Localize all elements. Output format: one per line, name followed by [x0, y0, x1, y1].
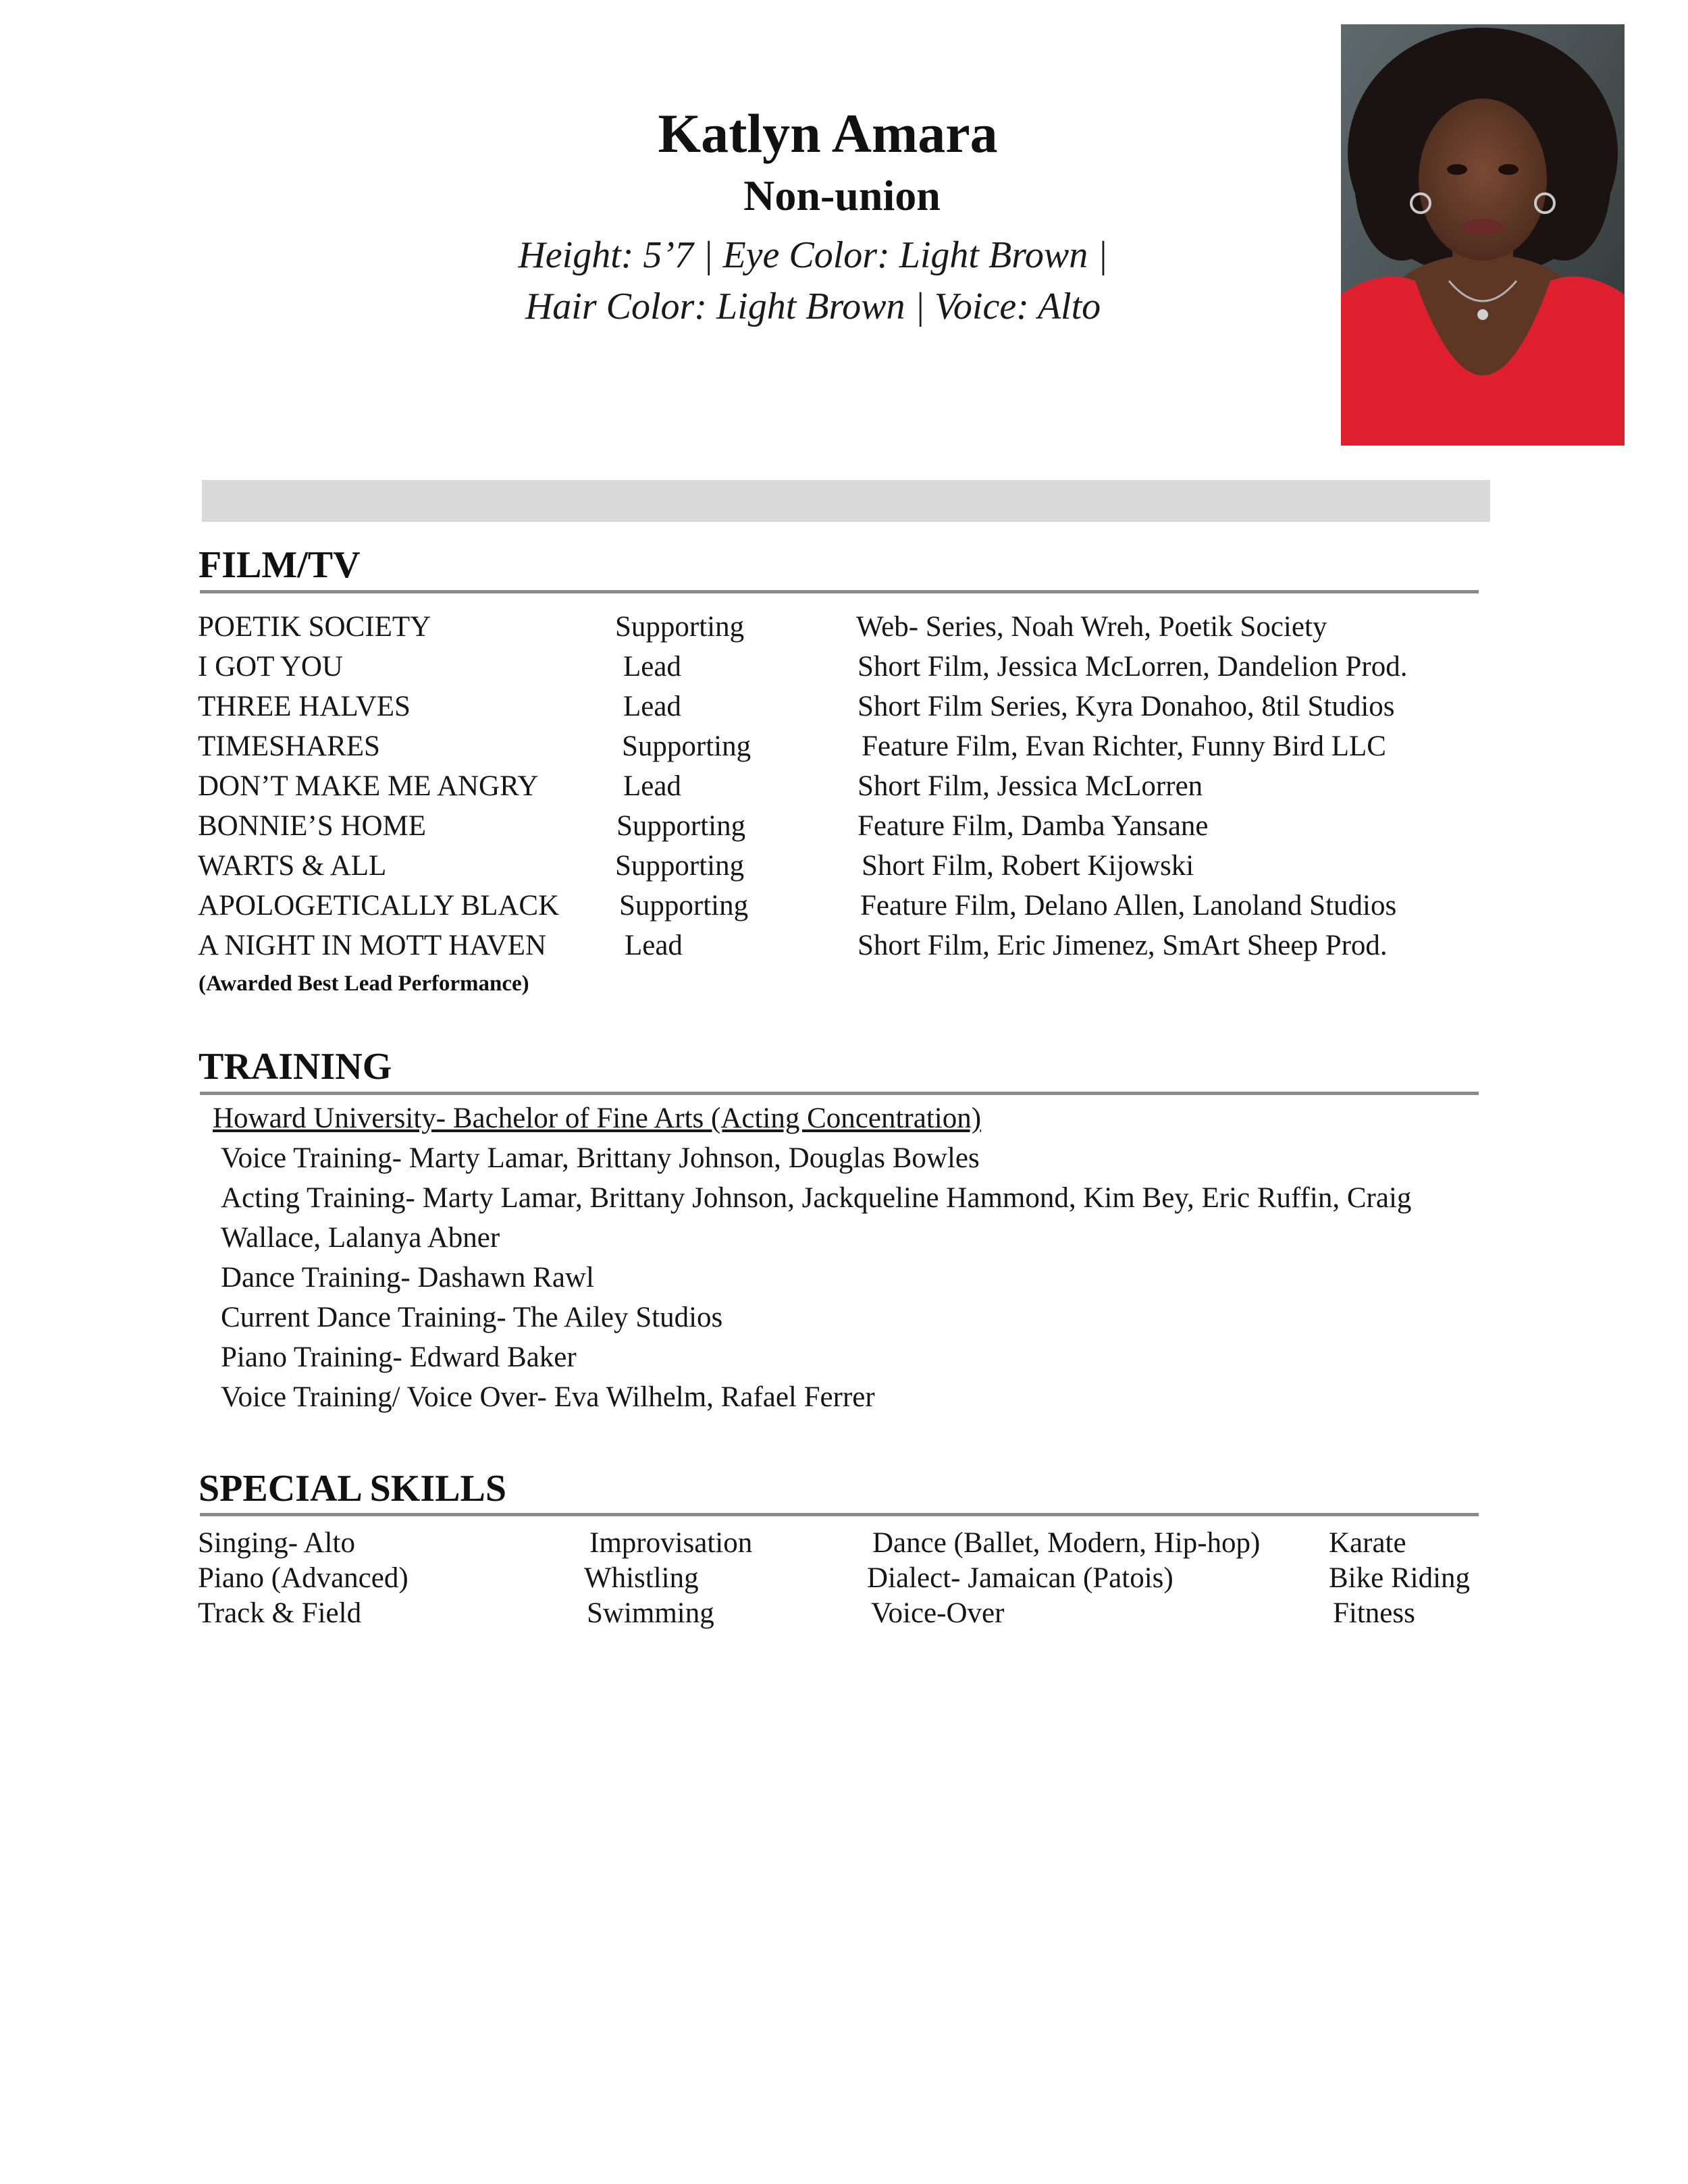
skill-item: Improvisation — [589, 1527, 753, 1559]
training-rule — [200, 1092, 1479, 1095]
film-tv-heading: FILM/TV — [199, 544, 361, 586]
film-details: Short Film, Jessica McLorren — [858, 770, 1203, 802]
union-status: Non-union — [743, 171, 941, 219]
film-title: POETIK SOCIETY — [198, 611, 431, 643]
award-note: (Awarded Best Lead Performance) — [199, 971, 529, 996]
film-details: Short Film Series, Kyra Donahoo, 8til Studios — [858, 691, 1395, 722]
film-title: BONNIE’S HOME — [198, 810, 427, 842]
film-title: DON’T MAKE ME ANGRY — [198, 770, 539, 802]
skill-item: Track & Field — [198, 1597, 362, 1629]
skill-item: Whistling — [584, 1562, 699, 1594]
film-details: Feature Film, Evan Richter, Funny Bird LLC — [862, 730, 1386, 762]
skill-item: Dialect- Jamaican (Patois) — [867, 1562, 1173, 1594]
film-details: Web- Series, Noah Wreh, Poetik Society — [856, 611, 1327, 643]
physical-stats-line-2: Hair Color: Light Brown | Voice: Alto — [525, 286, 1101, 327]
skill-item: Dance (Ballet, Modern, Hip-hop) — [872, 1527, 1261, 1559]
special-skills-heading: SPECIAL SKILLS — [199, 1468, 506, 1510]
film-details: Short Film, Jessica McLorren, Dandelion Prod. — [858, 651, 1408, 683]
film-details: Short Film, Eric Jimenez, SmArt Sheep Prod. — [858, 930, 1388, 961]
actor-name: Katlyn Amara — [658, 103, 998, 164]
training-school: Howard University- Bachelor of Fine Arts (Acting Concentration) — [213, 1102, 982, 1134]
training-line: Piano Training- Edward Baker — [221, 1341, 577, 1373]
film-title: TIMESHARES — [198, 730, 380, 762]
film-role: Supporting — [615, 611, 745, 643]
film-role: Lead — [623, 651, 681, 683]
skill-item: Bike Riding — [1329, 1562, 1471, 1594]
training-line: Acting Training- Marty Lamar, Brittany Johnson, Jackqueline Hammond, Kim Bey, Eric Ruffin, Craig — [221, 1182, 1412, 1214]
film-tv-rule — [200, 590, 1479, 593]
film-details: Feature Film, Delano Allen, Lanoland Studios — [860, 890, 1397, 922]
skill-item: Swimming — [587, 1597, 714, 1629]
film-title: WARTS & ALL — [198, 850, 387, 882]
training-line: Dance Training- Dashawn Rawl — [221, 1262, 594, 1294]
training-line: Voice Training- Marty Lamar, Brittany Johnson, Douglas Bowles — [221, 1142, 980, 1174]
physical-stats-line-1: Height: 5’7 | Eye Color: Light Brown | — [518, 234, 1108, 276]
film-details: Feature Film, Damba Yansane — [858, 810, 1209, 842]
training-heading: TRAINING — [199, 1046, 392, 1088]
film-role: Supporting — [615, 850, 745, 882]
header-divider-bar — [202, 480, 1490, 522]
film-details: Short Film, Robert Kijowski — [862, 850, 1194, 882]
film-role: Lead — [623, 691, 681, 722]
skill-item: Piano (Advanced) — [198, 1562, 408, 1594]
film-title: APOLOGETICALLY BLACK — [198, 890, 560, 922]
film-title: THREE HALVES — [198, 691, 411, 722]
skill-item: Voice-Over — [871, 1597, 1005, 1629]
training-line: Voice Training/ Voice Over- Eva Wilhelm, Rafael Ferrer — [221, 1381, 875, 1413]
film-role: Supporting — [619, 890, 749, 922]
headshot-photo — [1341, 24, 1625, 446]
skill-item: Fitness — [1333, 1597, 1415, 1629]
skill-item: Singing- Alto — [198, 1527, 355, 1559]
training-line: Wallace, Lalanya Abner — [221, 1222, 500, 1254]
film-role: Supporting — [616, 810, 746, 842]
film-role: Lead — [623, 770, 681, 802]
special-skills-rule — [200, 1513, 1479, 1516]
film-title: I GOT YOU — [198, 651, 343, 683]
film-role: Lead — [625, 930, 683, 961]
film-role: Supporting — [622, 730, 751, 762]
film-title: A NIGHT IN MOTT HAVEN — [198, 930, 546, 961]
skill-item: Karate — [1329, 1527, 1406, 1559]
training-line: Current Dance Training- The Ailey Studios — [221, 1302, 723, 1333]
